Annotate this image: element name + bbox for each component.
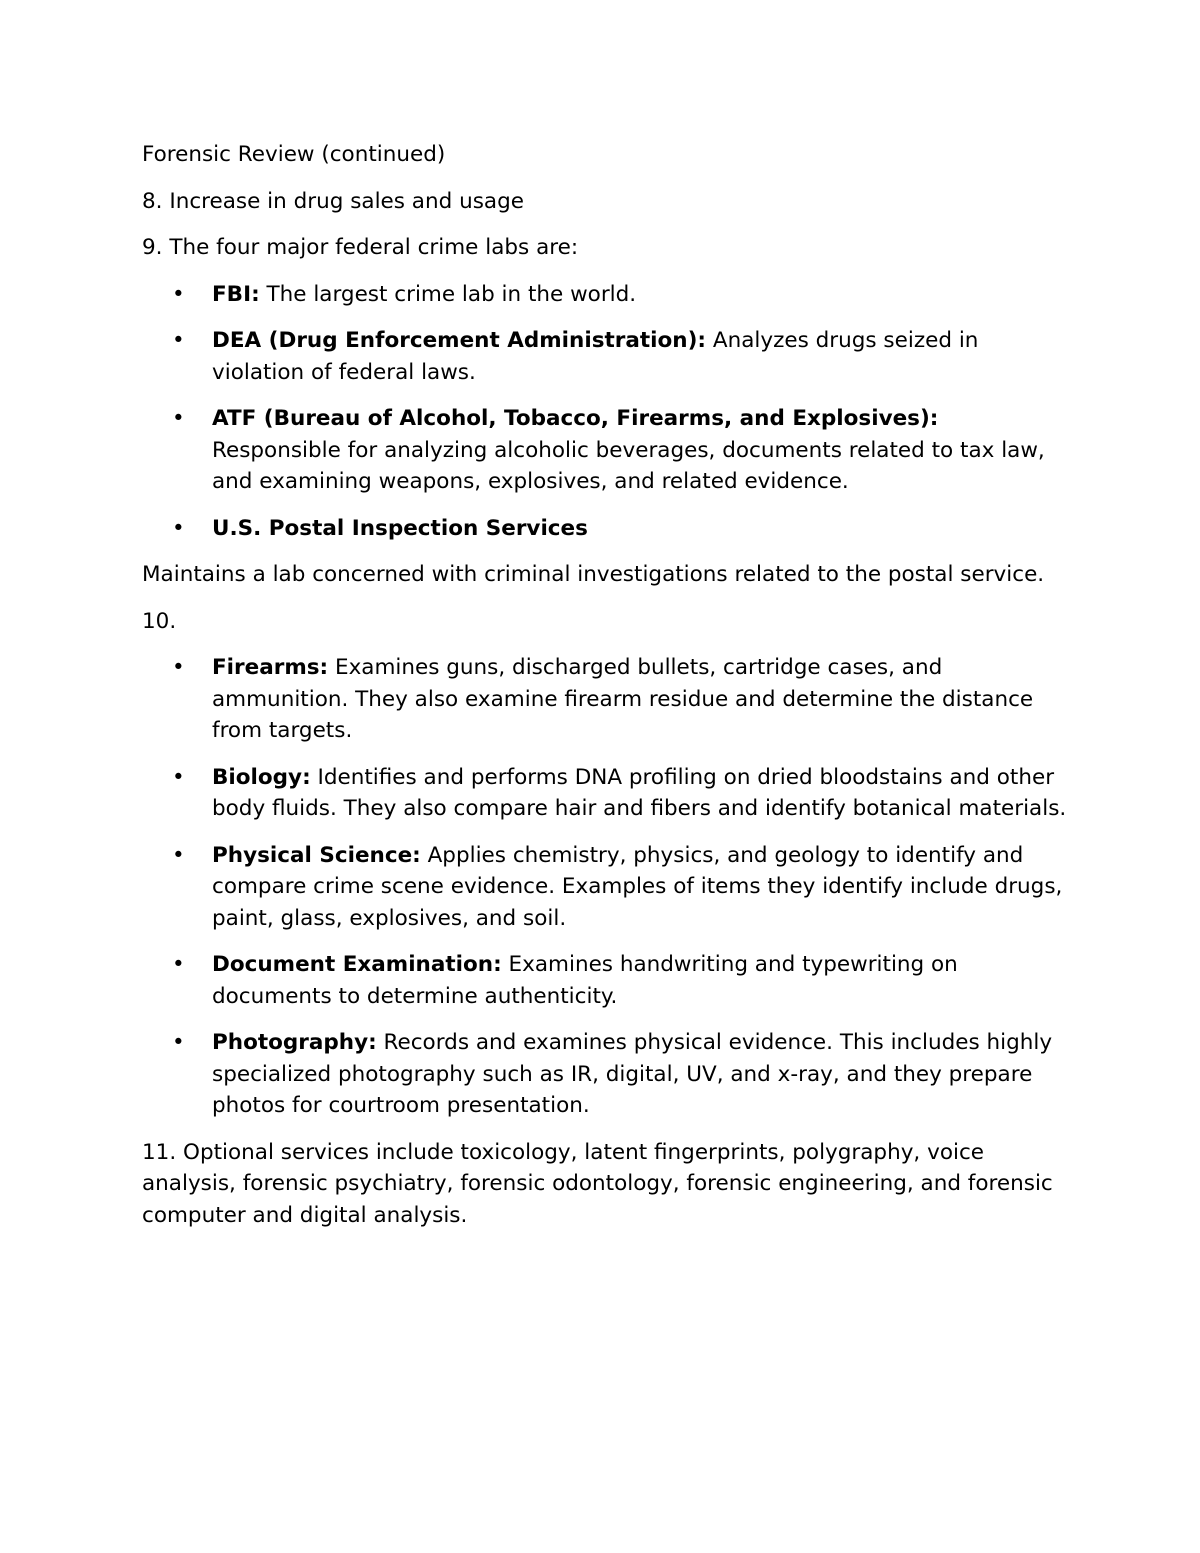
bullet-icon: • bbox=[172, 842, 185, 868]
list-item bbox=[142, 949, 1072, 1012]
postal-note: Maintains a lab concerned with criminal investigations related to the postal service. bbox=[142, 562, 1045, 587]
list-item bbox=[142, 279, 1072, 311]
item-11: 11. Optional services include toxicology, latent fingerprints, polygraphy, voice analysis, forensic psychiatry, forensic odontology, forensic engineering, and forensic computer and digital analysis. bbox=[142, 1139, 1053, 1228]
document-page bbox=[142, 139, 1072, 1246]
bullet-icon: • bbox=[172, 281, 185, 307]
list-item bbox=[142, 325, 1072, 388]
bullet-icon: • bbox=[172, 764, 185, 790]
unit-description: Applies chemistry, physics, and geology to identify and compare crime scene evidence. Examples of items they identify include drugs, paint, glass, explosives, and soil. bbox=[212, 842, 1063, 931]
bullet-icon: • bbox=[172, 328, 185, 353]
federal-labs-list bbox=[142, 279, 1072, 545]
unit-name: Photography: bbox=[212, 1030, 377, 1055]
lab-description: The largest crime lab in the world. bbox=[259, 281, 637, 307]
list-item bbox=[142, 403, 1072, 498]
item-9-intro: 9. The four major federal crime labs are: bbox=[142, 235, 579, 260]
unit-name: Biology: bbox=[212, 764, 311, 790]
item-10: 10. bbox=[142, 608, 177, 634]
bullet-icon: • bbox=[172, 406, 185, 431]
bullet-icon: • bbox=[172, 1030, 185, 1055]
lab-name: U.S. Postal Inspection Services bbox=[212, 515, 588, 541]
list-item bbox=[142, 652, 1072, 747]
bullet-icon: • bbox=[172, 952, 185, 977]
lab-description: Analyzes drugs seized in violation of federal laws. bbox=[212, 328, 979, 385]
lab-description: Responsible for analyzing alcoholic beverages, documents related to tax law, and examining weapons, explosives, and related evidence. bbox=[212, 437, 1045, 494]
lab-units-list bbox=[142, 652, 1072, 1122]
document-title: Forensic Review (continued) bbox=[142, 142, 446, 167]
list-item bbox=[142, 1027, 1072, 1122]
lab-name: FBI: bbox=[212, 281, 260, 307]
lab-name: DEA (Drug Enforcement Administration): bbox=[212, 328, 707, 353]
unit-name: Firearms: bbox=[212, 655, 329, 680]
unit-name: Document Examination: bbox=[212, 952, 502, 977]
unit-description: Records and examines physical evidence. This includes highly specialized photography such as IR, digital, UV, and x-ray, and they prepare photos for courtroom presentation. bbox=[212, 1030, 1053, 1118]
unit-description: Examines guns, discharged bullets, cartridge cases, and ammunition. They also examine firearm residue and determine the distance from targets. bbox=[212, 655, 1034, 743]
list-item bbox=[142, 840, 1072, 935]
bullet-icon: • bbox=[172, 655, 185, 680]
lab-name: ATF (Bureau of Alcohol, Tobacco, Firearms, and Explosives): bbox=[212, 406, 939, 431]
unit-description: Identifies and performs DNA profiling on dried bloodstains and other body fluids. They also compare hair and fibers and identify botanical materials. bbox=[212, 764, 1067, 821]
list-item bbox=[142, 513, 1072, 545]
item-8: 8. Increase in drug sales and usage bbox=[142, 188, 524, 214]
list-item bbox=[142, 762, 1072, 825]
bullet-icon: • bbox=[172, 515, 185, 541]
unit-name: Physical Science: bbox=[212, 842, 421, 868]
unit-description: Examines handwriting and typewriting on documents to determine authenticity. bbox=[212, 952, 958, 1009]
